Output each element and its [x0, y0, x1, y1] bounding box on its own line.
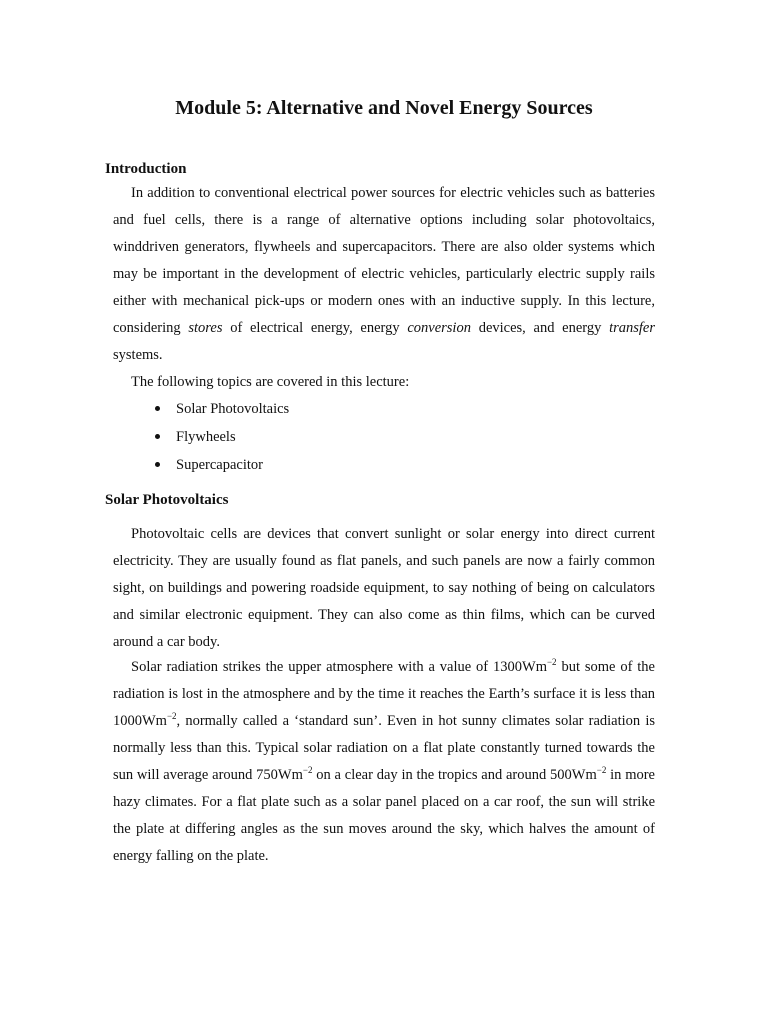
- section-heading-introduction: Introduction: [105, 161, 187, 177]
- bullet-icon: [155, 406, 160, 411]
- solar-radiation-paragraph: [113, 654, 655, 870]
- topics-list: [155, 395, 289, 479]
- superscript: −2: [546, 657, 557, 667]
- text-run: , normally called a ‘standard sun’. Even in hot sunny climates solar radiation is normally less than this. Typical solar radiation on a flat plate constantly turned towards the sun will average around 750Wm: [113, 713, 655, 783]
- text-run: of electrical energy, energy: [222, 320, 408, 336]
- bullet-icon: [155, 462, 160, 467]
- text-run: In addition to conventional electrical power sources for electric vehicles such as batteries and fuel cells, there is a range of alternative options including solar photovoltaics, winddriven generators, flywheels and supercapacitors. There are also older systems which may be important in the development of electric vehicles, particularly electric supply rails either with mechanical pick-ups or modern ones with an inductive supply. In this lecture, considering: [113, 185, 655, 336]
- superscript: −2: [302, 765, 313, 775]
- superscript: −2: [166, 711, 177, 721]
- emphasis-transfer: transfer: [609, 320, 655, 336]
- list-item-label: Supercapacitor: [176, 457, 263, 473]
- text-run: but some of the radiation is lost in the atmosphere and by the time it reaches the Earth’s surface it is less than 1000Wm: [113, 659, 655, 729]
- text-run: systems.: [113, 347, 163, 363]
- text-run: in more hazy climates. For a flat plate such as a solar panel placed on a car roof, the sun will strike the plate at differing angles as the sun moves around the sky, which halves the amount of energy falling on the plate.: [113, 767, 655, 864]
- bullet-icon: [155, 434, 160, 439]
- section-heading-solar-photovoltaics: Solar Photovoltaics: [105, 492, 229, 508]
- page-title: Module 5: Alternative and Novel Energy Sources: [175, 97, 593, 119]
- topics-intro: The following topics are covered in this lecture:: [131, 374, 410, 390]
- photovoltaics-paragraph: Photovoltaic cells are devices that convert sunlight or solar energy into direct current electricity. They are usually found as flat panels, and such panels are now a fairly common sight, on buildings and powering roadside equipment, to say nothing of being on calculators and similar electronic equipment. They can also come as thin films, which can be curved around a car body.: [113, 526, 655, 650]
- list-item: [155, 395, 289, 423]
- list-item-label: Solar Photovoltaics: [176, 401, 290, 417]
- list-item: [155, 423, 289, 451]
- text-run: on a clear day in the tropics and around 500Wm: [312, 767, 597, 783]
- introduction-paragraph: [113, 180, 655, 369]
- text-run: devices, and energy: [470, 320, 610, 336]
- list-item: [155, 451, 289, 479]
- superscript: −2: [596, 765, 607, 775]
- text-run: Solar radiation strikes the upper atmosphere with a value of 1300Wm: [131, 659, 547, 675]
- emphasis-stores: stores: [188, 320, 223, 336]
- list-item-label: Flywheels: [176, 429, 236, 445]
- emphasis-conversion: conversion: [407, 320, 471, 336]
